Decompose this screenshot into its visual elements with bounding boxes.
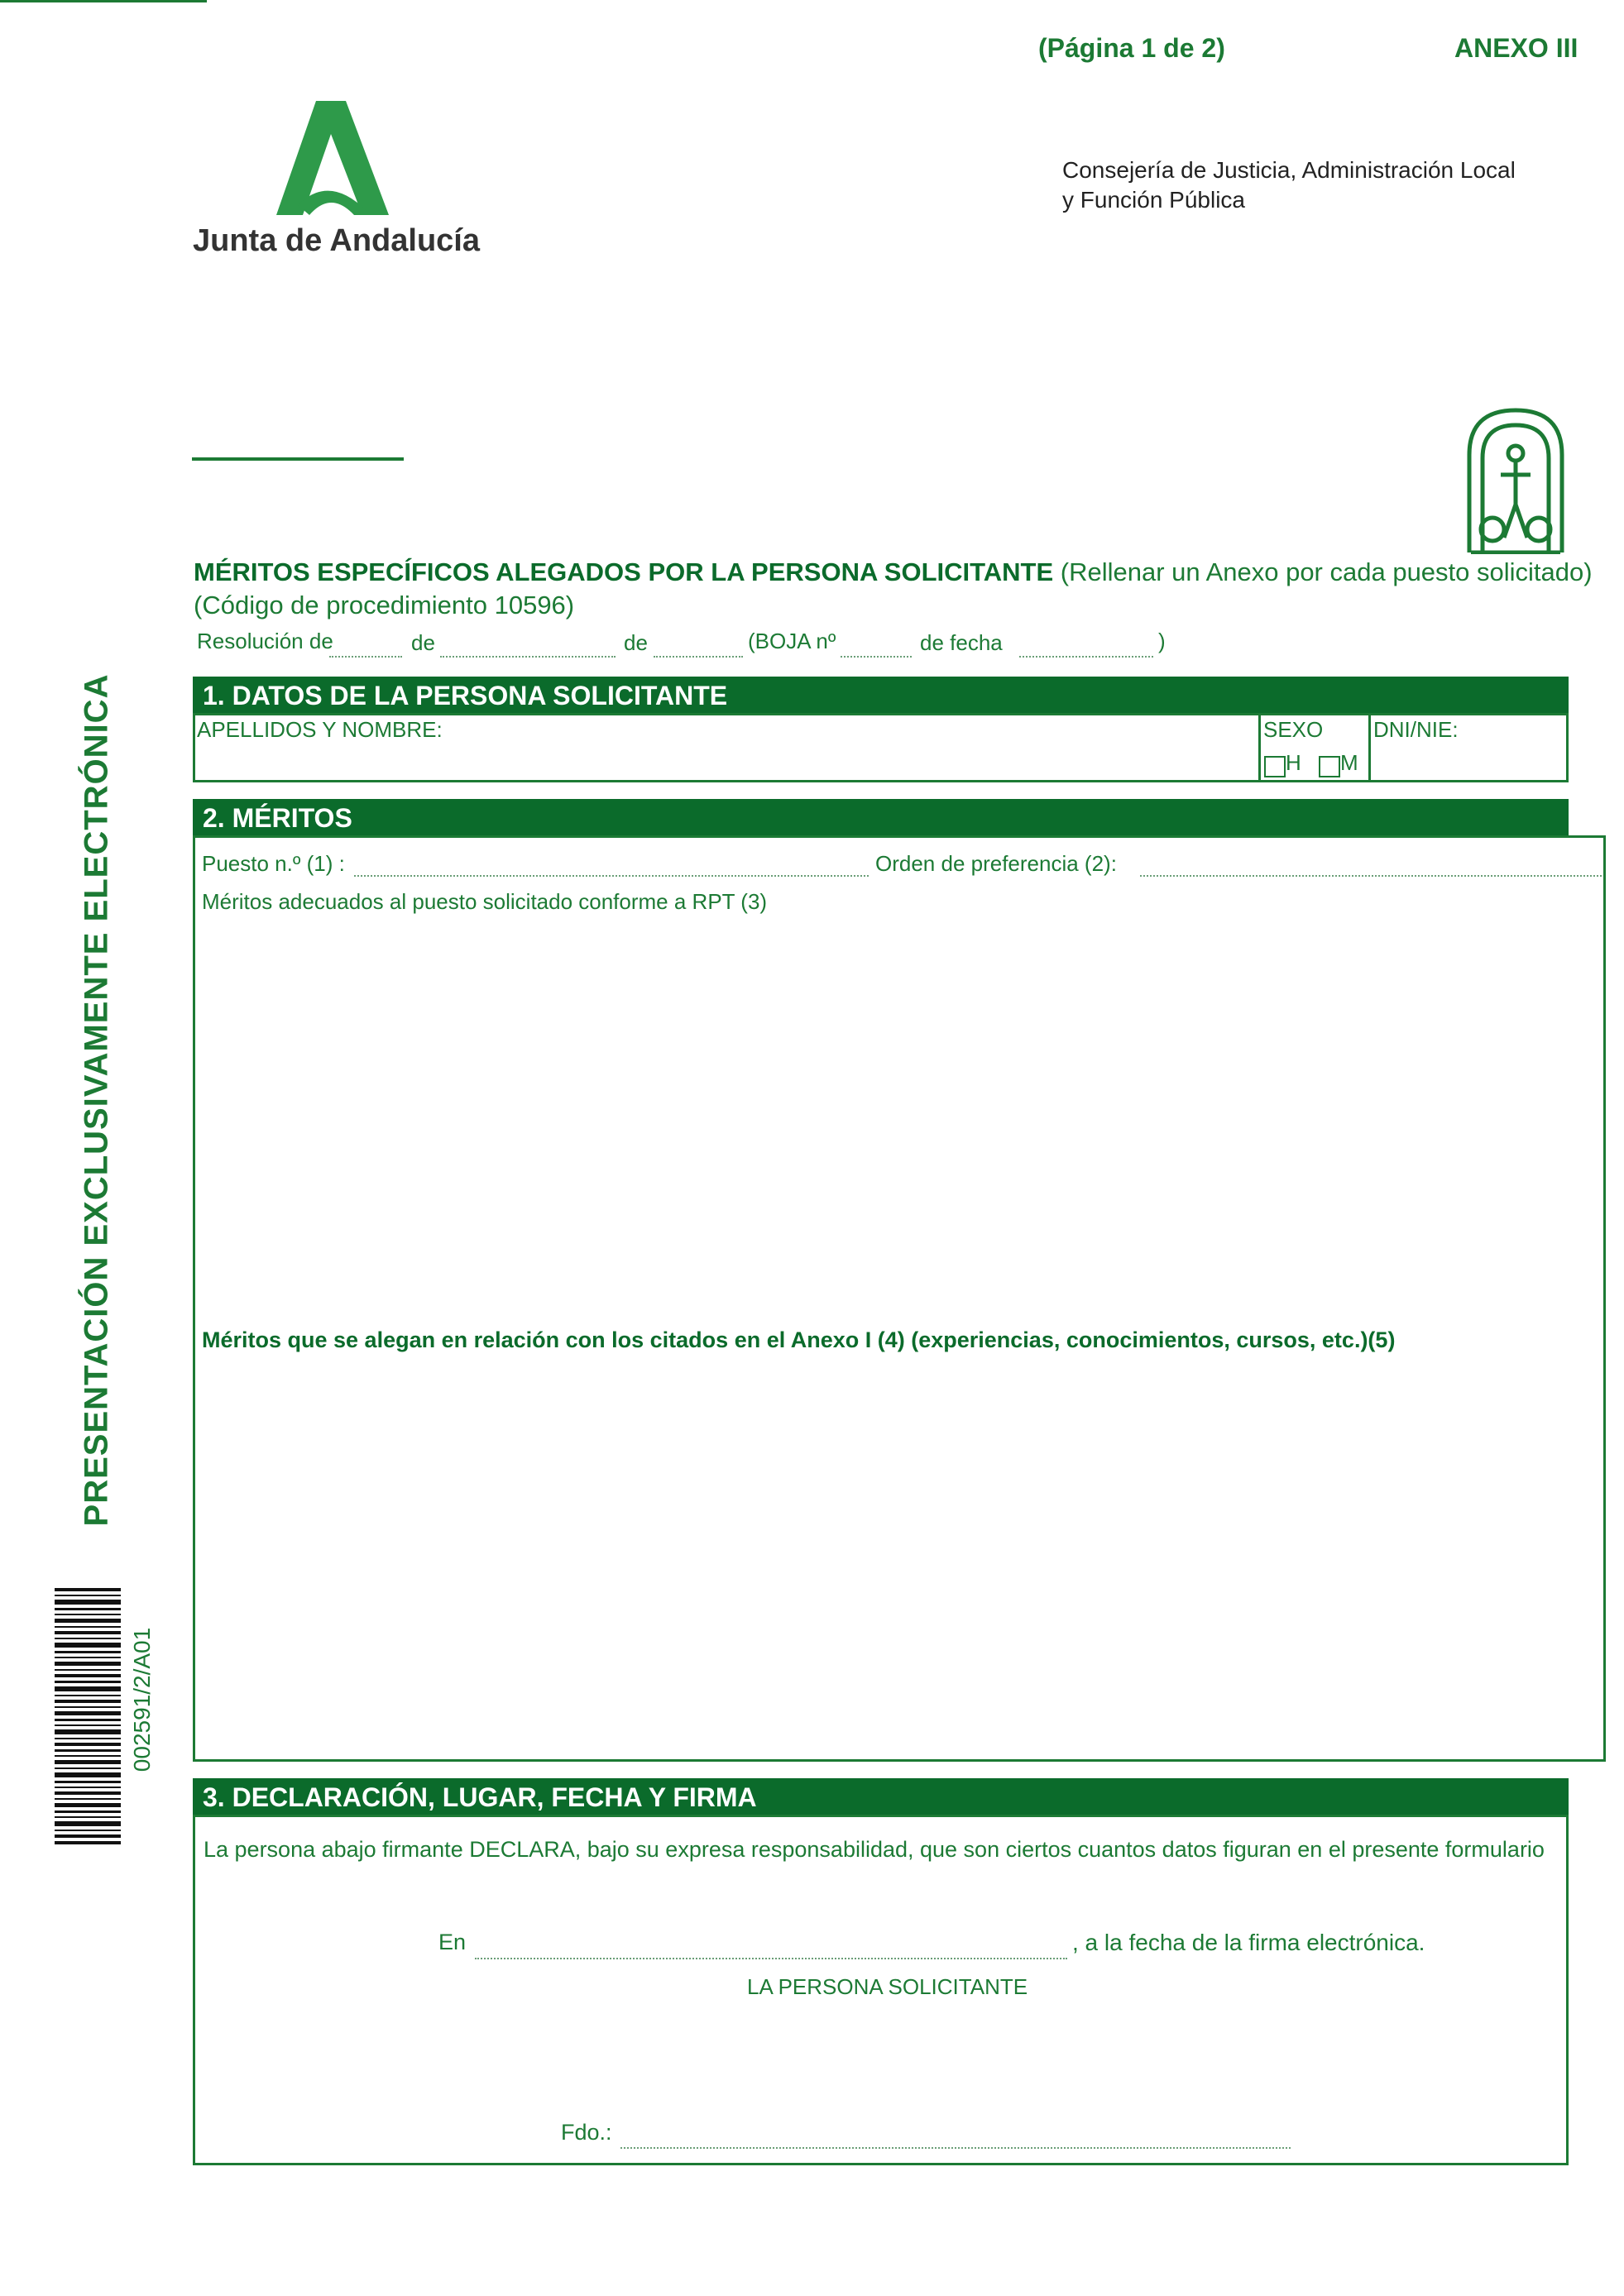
junta-logo bbox=[265, 99, 397, 223]
orden-field[interactable] bbox=[1140, 875, 1602, 877]
dni-field[interactable] bbox=[1373, 742, 1562, 778]
section-1-box bbox=[193, 713, 1569, 782]
sexo-m-checkbox[interactable] bbox=[1319, 756, 1340, 777]
orden-label: Orden de preferencia (2): bbox=[875, 851, 1117, 876]
boja-field[interactable] bbox=[841, 656, 912, 658]
procedure-code: (Código de procedimiento 10596) bbox=[194, 591, 575, 619]
resolution-label: Resolución de bbox=[197, 629, 333, 653]
sexo-h-option[interactable] bbox=[1264, 750, 1301, 777]
boja-label: (BOJA nº bbox=[748, 629, 836, 653]
resolution-field-2[interactable] bbox=[440, 656, 616, 658]
puesto-label: Puesto n.º (1) : bbox=[202, 851, 345, 876]
junta-logo-icon bbox=[265, 99, 397, 223]
electronic-only-vertical-text: PRESENTACIÓN EXCLUSIVAMENTE ELECTRÓNICA bbox=[78, 673, 115, 1527]
form-title-bold: MÉRITOS ESPECÍFICOS ALEGADOS POR LA PERSONA SOLICITANTE bbox=[194, 557, 1054, 586]
emblem-icon bbox=[1463, 405, 1569, 554]
org-name: Junta de Andalucía bbox=[193, 223, 480, 258]
corner-rule bbox=[0, 0, 207, 2]
form-code: 002591/2/A01 bbox=[129, 1627, 155, 1772]
department-line-1: Consejería de Justicia, Administración Local bbox=[1062, 157, 1516, 183]
section-1-header: 1. DATOS DE LA PERSONA SOLICITANTE bbox=[193, 677, 1569, 715]
form-title bbox=[194, 557, 1593, 587]
resolution-close: ) bbox=[1158, 629, 1166, 653]
alegan-textarea[interactable] bbox=[200, 1362, 1598, 1751]
sexo-h-checkbox[interactable] bbox=[1264, 756, 1286, 777]
firma-area[interactable] bbox=[510, 2007, 1271, 2115]
barcode-icon bbox=[55, 1588, 121, 1846]
header-rule bbox=[192, 457, 404, 461]
resolution-field-1[interactable] bbox=[329, 656, 402, 658]
section-2-box bbox=[193, 835, 1606, 1762]
section-2-header: 2. MÉRITOS bbox=[193, 799, 1569, 837]
dni-label: DNI/NIE: bbox=[1373, 717, 1459, 742]
apellidos-label: APELLIDOS Y NOMBRE: bbox=[197, 717, 443, 742]
alegan-label: Méritos que se alegan en relación con los citados en el Anexo I (4) (experiencias, conocimientos, cursos, etc.)(5) bbox=[202, 1327, 1396, 1352]
en-label: En bbox=[438, 1930, 467, 1954]
fdo-field[interactable] bbox=[620, 2147, 1291, 2149]
barcode bbox=[55, 1588, 121, 1846]
section-3-box bbox=[193, 1815, 1569, 2165]
department-line-2: y Función Pública bbox=[1062, 187, 1246, 213]
fdo-label: Fdo.: bbox=[561, 2120, 612, 2145]
adecuados-textarea[interactable] bbox=[200, 921, 1598, 1309]
de-fecha-label: de fecha bbox=[920, 630, 1003, 655]
sexo-m-option[interactable] bbox=[1319, 750, 1358, 777]
fecha-firma-text: , a la fecha de la firma electrónica. bbox=[1072, 1930, 1425, 1955]
form-title-note: (Rellenar un Anexo por cada puesto solicitado) bbox=[1060, 557, 1593, 586]
section-3-header: 3. DECLARACIÓN, LUGAR, FECHA Y FIRMA bbox=[193, 1778, 1569, 1816]
fecha-field[interactable] bbox=[1019, 656, 1153, 658]
puesto-field[interactable] bbox=[354, 875, 869, 877]
andalucia-emblem bbox=[1463, 405, 1569, 554]
resolution-de-1: de bbox=[411, 630, 435, 655]
solicitante-label: LA PERSONA SOLICITANTE bbox=[747, 1974, 1028, 1999]
sexo-h-label: H bbox=[1286, 750, 1301, 775]
sexo-divider bbox=[1258, 715, 1261, 780]
adecuados-label: Méritos adecuados al puesto solicitado conforme a RPT (3) bbox=[202, 889, 768, 914]
apellidos-field[interactable] bbox=[197, 742, 1256, 778]
sexo-label: SEXO bbox=[1263, 717, 1324, 742]
declaration-text: La persona abajo firmante DECLARA, bajo su expresa responsabilidad, que son ciertos cuantos datos figuran en el presente formulario bbox=[204, 1837, 1545, 1862]
resolution-field-3[interactable] bbox=[654, 656, 743, 658]
lugar-field[interactable] bbox=[475, 1958, 1067, 1959]
page-indicator: (Página 1 de 2) bbox=[1038, 33, 1225, 63]
sexo-m-label: M bbox=[1340, 750, 1358, 775]
resolution-de-2: de bbox=[624, 630, 648, 655]
annex-label: ANEXO III bbox=[1454, 33, 1578, 63]
dni-divider bbox=[1368, 715, 1371, 780]
